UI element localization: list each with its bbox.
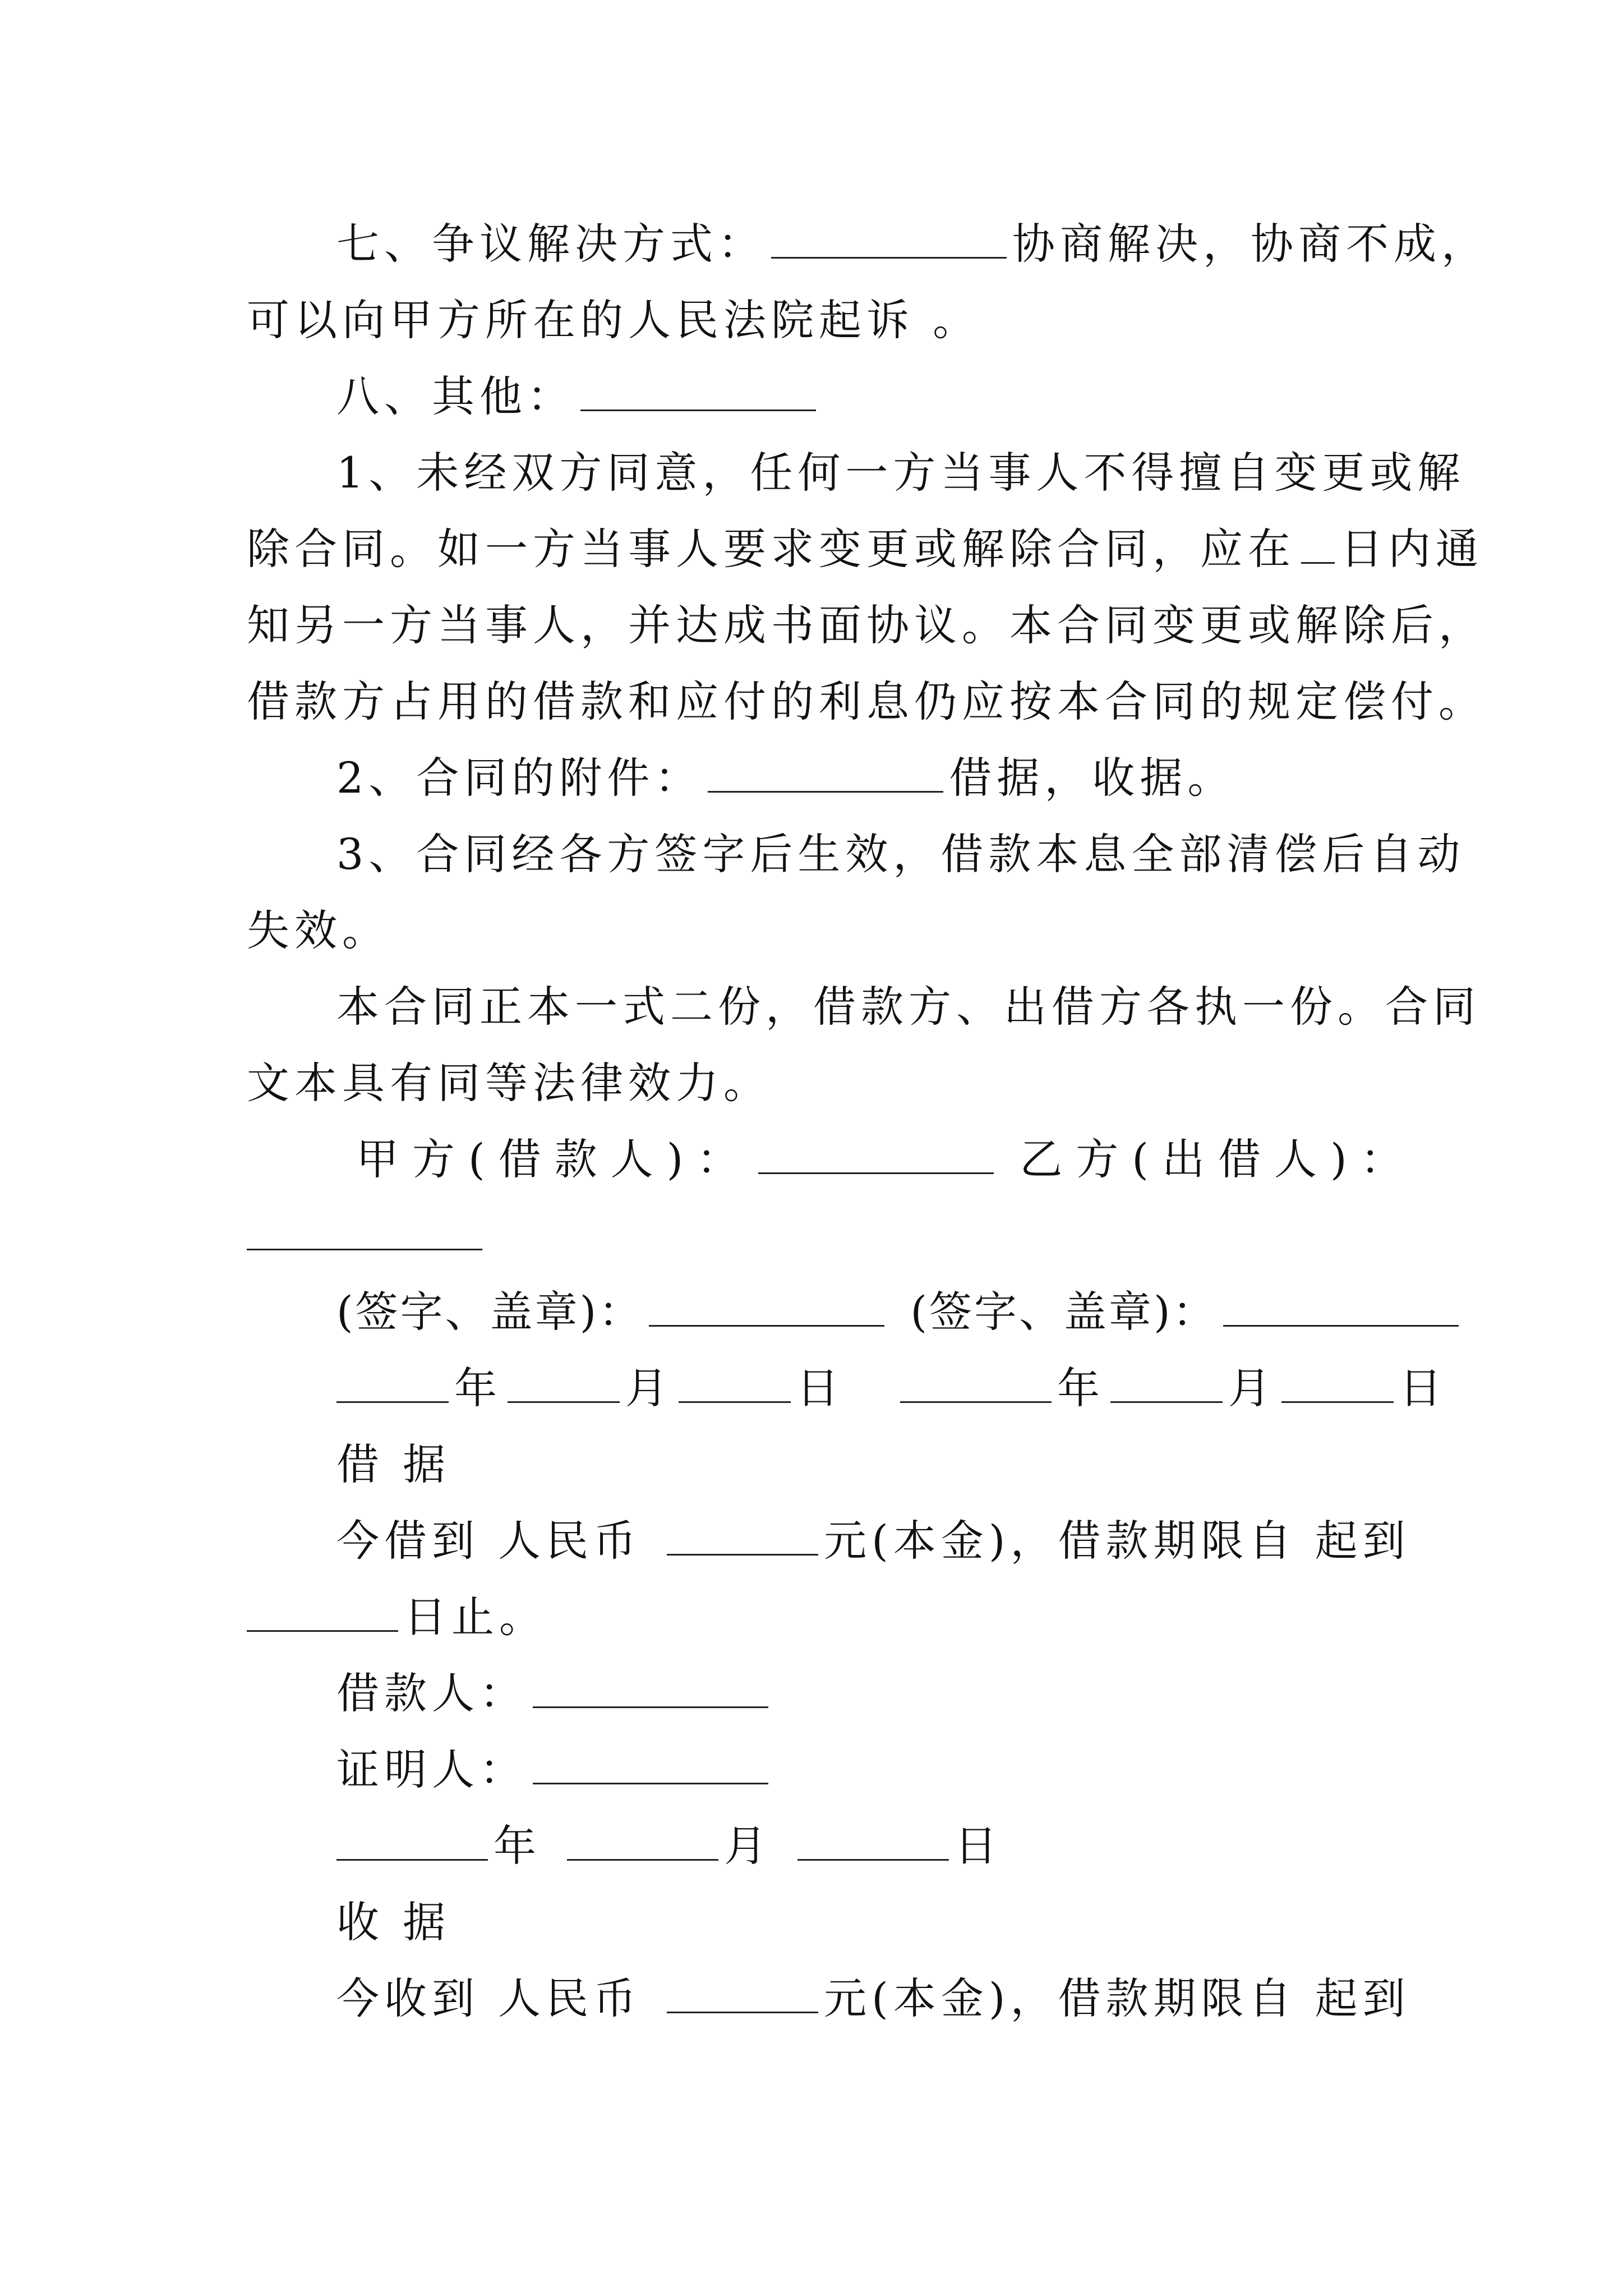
borrower-blank	[533, 1672, 768, 1708]
receipt-text-a: 今收到 人民币	[336, 1973, 642, 2023]
item-2-label: 2、合同的附件：	[336, 753, 703, 803]
item-2-text: 借据，收据。	[949, 753, 1235, 803]
item-1-line-4: 借款方占用的借款和应付的利息仍应按本合同的规定偿付。	[247, 677, 1486, 726]
clause-8-label: 八、其他：	[336, 371, 575, 421]
date-a-day-blank	[679, 1366, 791, 1403]
item-1-text-b: 日内通	[1340, 524, 1483, 574]
iou-text-b: 元(本金)，借款期限自 起到	[824, 1516, 1410, 1566]
signature-line	[336, 1281, 1464, 1343]
date-line-iou	[336, 1815, 1002, 1877]
date-b-day-blank	[1281, 1366, 1394, 1403]
iou-text-c: 日止。	[404, 1592, 547, 1642]
clause-7-line-1	[336, 213, 1489, 275]
witness-line	[336, 1739, 774, 1801]
party-b-blank-line	[247, 1205, 488, 1267]
item-1-line-2	[247, 518, 1483, 580]
iou-end-date-blank	[247, 1595, 398, 1632]
witness-blank	[533, 1748, 768, 1784]
sign-a-label: (签字、盖章)：	[336, 1287, 644, 1337]
date-a-month-blank	[508, 1366, 620, 1403]
iou-day-label: 日	[955, 1821, 1002, 1871]
clause-7-label: 七、争议解决方式：	[336, 219, 766, 269]
iou-month-label: 月	[724, 1821, 772, 1871]
dispute-method-blank	[771, 222, 1007, 259]
iou-heading: 借 据	[336, 1439, 451, 1489]
receipt-text-b: 元(本金)，借款期限自 起到	[824, 1973, 1410, 2023]
parties-line	[356, 1129, 1417, 1190]
party-b-blank	[247, 1214, 482, 1250]
item-1-text-a: 除合同。如一方当事人要求变更或解除合同，应在	[247, 524, 1295, 574]
borrower-line	[336, 1663, 774, 1724]
attachment-blank	[708, 756, 943, 793]
copies-line-1: 本合同正本一式二份，借款方、出借方各执一份。合同	[336, 982, 1481, 1032]
iou-year-label: 年	[494, 1821, 541, 1871]
clause-8-line	[336, 366, 822, 427]
receipt-heading: 收 据	[336, 1897, 451, 1947]
iou-day-blank	[797, 1824, 949, 1861]
iou-line-1	[336, 1510, 1410, 1572]
receipt-line-1	[336, 1968, 1410, 2030]
party-a-blank	[758, 1138, 994, 1174]
party-a-label: 甲方(借款人)：	[356, 1134, 753, 1184]
iou-amount-blank	[667, 1519, 818, 1556]
item-3-line-1: 3、合同经各方签字后生效，借款本息全部清偿后自动	[336, 829, 1465, 879]
date-b-year-label: 年	[1057, 1363, 1105, 1413]
witness-label: 证明人：	[336, 1745, 527, 1795]
borrower-label: 借款人：	[336, 1668, 527, 1718]
item-3-line-2: 失效。	[247, 905, 390, 955]
date-b-year-blank	[900, 1366, 1052, 1403]
iou-line-2	[247, 1586, 547, 1648]
other-blank	[580, 375, 816, 411]
iou-text-a: 今借到 人民币	[336, 1516, 642, 1566]
date-line-signatures	[336, 1358, 1447, 1419]
sign-a-blank	[649, 1290, 884, 1327]
iou-month-blank	[567, 1824, 718, 1861]
item-2-line	[336, 747, 1235, 809]
date-a-month-label: 月	[625, 1363, 673, 1413]
date-b-month-label: 月	[1228, 1363, 1276, 1413]
date-a-year-label: 年	[454, 1363, 502, 1413]
receipt-amount-blank	[667, 1977, 818, 2013]
notice-days-blank	[1301, 527, 1335, 564]
clause-7-line-2: 可以向甲方所在的人民法院起诉 。	[247, 295, 981, 345]
party-b-label: 乙方(出借人)：	[1020, 1134, 1417, 1184]
clause-7-text: 协商解决，协商不成，	[1012, 219, 1489, 269]
iou-year-blank	[336, 1824, 488, 1861]
item-1-line-3: 知另一方当事人，并达成书面协议。本合同变更或解除后，	[247, 600, 1486, 650]
date-a-day-label: 日	[796, 1363, 844, 1413]
copies-line-2: 文本具有同等法律效力。	[247, 1058, 771, 1108]
date-b-month-blank	[1110, 1366, 1223, 1403]
sign-b-label: (签字、盖章)：	[910, 1287, 1218, 1337]
item-1-line-1: 1、未经双方同意，任何一方当事人不得擅自变更或解	[336, 448, 1465, 498]
date-a-year-blank	[336, 1366, 449, 1403]
date-b-day-label: 日	[1399, 1363, 1447, 1413]
sign-b-blank	[1223, 1290, 1459, 1327]
